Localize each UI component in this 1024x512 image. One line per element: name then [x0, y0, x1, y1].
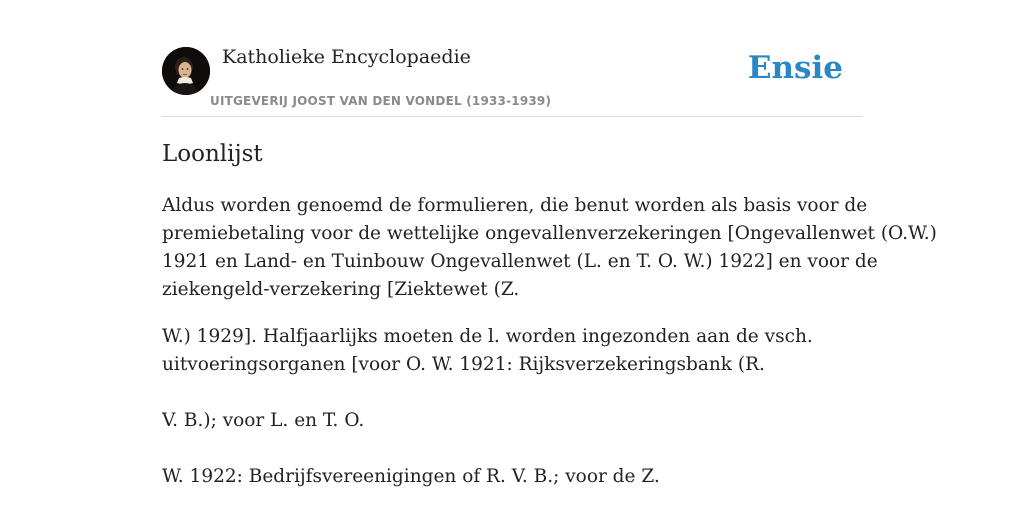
portrait-avatar-icon[interactable]	[162, 47, 210, 95]
publisher-subtitle: UITGEVERIJ JOOST VAN DEN VONDEL (1933-1939)	[210, 94, 552, 108]
paragraph-line: premiebetaling voor de wettelijke ongevallenverzekeringen [Ongevallenwet (O.W.)	[162, 223, 937, 244]
paragraph-line: V. B.); voor L. en T. O.	[162, 410, 365, 431]
paragraph-line: ziekengeld-verzekering [Ziektewet (Z.	[162, 279, 520, 300]
article-paragraph	[162, 407, 874, 435]
article-paragraph	[162, 192, 937, 304]
brand-logo-link[interactable]: Ensie	[747, 50, 843, 86]
page-container	[162, 0, 937, 487]
article-title: Loonlijst	[162, 141, 263, 167]
site-header	[162, 0, 862, 117]
paragraph-line: W.) 1929]. Halfjaarlijks moeten de l. worden ingezonden aan de vsch.	[162, 326, 813, 347]
paragraph-line: W. 1922: Bedrijfsvereenigingen of R. V. B.; voor de Z.	[162, 466, 660, 487]
paragraph-line: Aldus worden genoemd de formulieren, die benut worden als basis voor de	[162, 195, 868, 216]
paragraph-line: uitvoeringsorganen [voor O. W. 1921: Rijksverzekeringsbank (R.	[162, 354, 765, 375]
article-paragraph	[162, 323, 874, 379]
paragraph-line: 1921 en Land- en Tuinbouw Ongevallenwet (L. en T. O. W.) 1922] en voor de	[162, 251, 878, 272]
article-paragraph	[162, 463, 874, 491]
publication-title[interactable]: Katholieke Encyclopaedie	[222, 46, 471, 68]
